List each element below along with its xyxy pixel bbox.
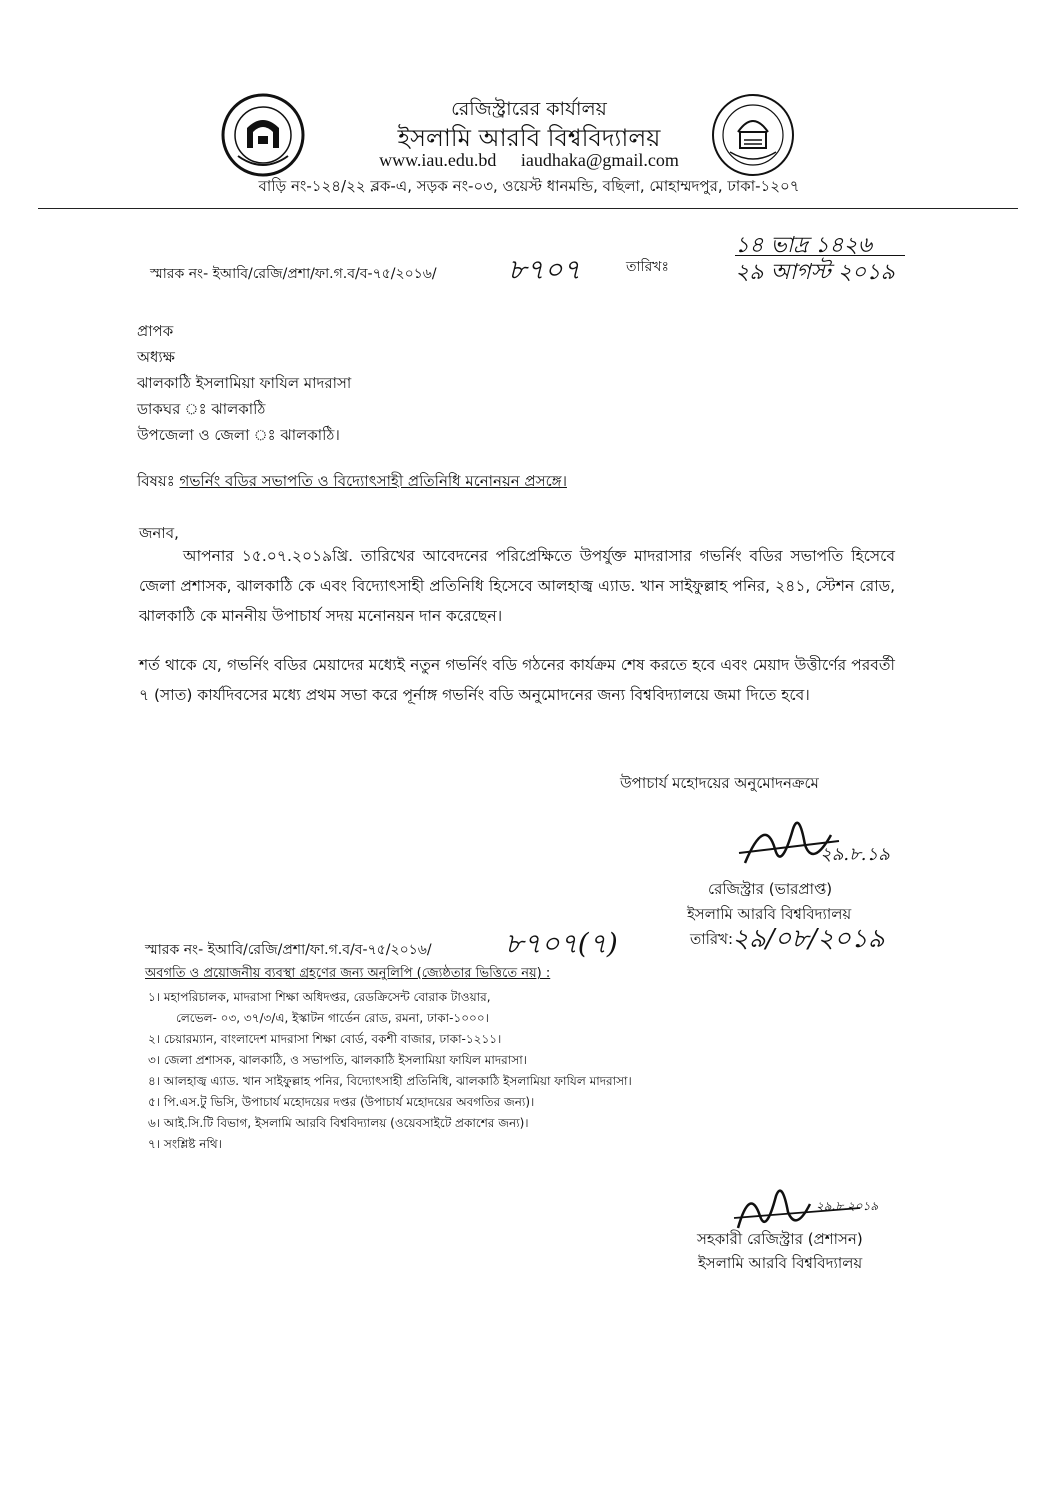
copy-recipient-list — [148, 988, 848, 1156]
recipient-line: প্রাপক — [137, 322, 174, 340]
recipient-line: উপজেলা ও জেলা ঃ ঝালকাঠি। — [137, 426, 340, 444]
signatory-title: রেজিস্ট্রার (ভারপ্রাপ্ত) — [708, 880, 833, 898]
list-item: ৭। সংশ্লিষ্ট নথি। — [148, 1137, 222, 1151]
recipient-line: ঝালকাঠি ইসলামিয়া ফাযিল মাদরাসা — [137, 374, 352, 392]
body-paragraph-2: শর্ত থাকে যে, গভর্নিং বডির মেয়াদের মধ্যেই নতুন গভর্নিং বডি গঠনের কার্যক্রম শেষ করতে হবে এবং মেয়াদ উত্তীর্ণের পরবর্তী ৭ (সাত) কার্যদিবসের মধ্যে প্রথম সভা করে পূর্নাঙ্গ গভর্নিং বডি অনুমোদনের জন্য বিশ্ববিদ্যালয়ে জমা দিতে হবে। — [139, 656, 895, 704]
recipient-line: অধ্যক্ষ — [137, 348, 175, 366]
header-divider — [38, 208, 1018, 209]
signatory-title: সহকারী রেজিস্ট্রার (প্রশাসন) — [697, 1230, 863, 1248]
date-gregorian-handwritten: ২৯ আগস্ট ২০১৯ — [735, 260, 895, 285]
subject-label: বিষয়ঃ — [137, 472, 175, 490]
list-item: ৪। আলহাজ্ব এ্যাড. খান সাইফুল্লাহ পনির, বিদ্যোৎসাহী প্রতিনিধি, ঝালকাঠি ইসলামিয়া ফাযিল মাদরাসা। — [148, 1074, 632, 1088]
signature-date-handwritten: ২৯.৮.১৯ — [820, 844, 890, 865]
signature-date-handwritten: ২৯.৮.২০১৯ — [816, 1199, 879, 1213]
memo-label: স্মারক নং- ইআবি/রেজি/প্রশা/ফা.গ.ব/ব-৭৫/২০১৬/ — [150, 266, 437, 282]
address-line: বাড়ি নং-১২৪/২২ ব্লক-এ, সড়ক নং-০৩, ওয়েস্ট ধানমন্ডি, বছিলা, মোহাম্মদপুর, ঢাকা-১২০৭ — [258, 177, 800, 195]
salutation: জনাব, — [139, 524, 179, 542]
approval-note: উপাচার্য মহোদয়ের অনুমোদনক্রমে — [620, 774, 819, 792]
subject-text: গভর্নিং বডির সভাপতি ও বিদ্যোৎসাহী প্রতিনিধি মনোনয়ন প্রসঙ্গে। — [179, 472, 567, 490]
date-bangla-handwritten: ১৪ ভাদ্র ১৪২৬ — [735, 233, 873, 258]
copy-memo-label: স্মারক নং- ইআবি/রেজি/প্রশা/ফা.গ.ব/ব-৭৫/২০১৬/ — [145, 942, 432, 958]
list-item: ২। চেয়ারম্যান, বাংলাদেশ মাদরাসা শিক্ষা বোর্ড, বকশী বাজার, ঢাকা-১২১১। — [148, 1032, 502, 1046]
copy-memo-number-handwritten: ৮৭০৭(৭) — [505, 927, 618, 960]
university-name: ইসলামি আরবি বিশ্ববিদ্যালয় — [397, 124, 661, 152]
memo-number-handwritten: ৮৭০৭ — [508, 253, 581, 286]
signatory-date-label: তারিখ: — [690, 930, 734, 948]
copy-heading: অবগতি ও প্রয়োজনীয় ব্যবস্থা গ্রহণের জন্য অনুলিপি (জ্যেষ্ঠতার ভিত্তিতে নয়) : — [145, 966, 551, 981]
signatory-date-handwritten: ২৯/০৮/২০১৯ — [732, 924, 885, 954]
list-item: ৬। আই.সি.টি বিভাগ, ইসলামি আরবি বিশ্ববিদ্যালয় (ওয়েবসাইটে প্রকাশের জন্য)। — [148, 1116, 529, 1130]
list-item: ৫। পি.এস.টু ভিসি, উপাচার্য মহোদয়ের দপ্তর (উপাচার্য মহোদয়ের অবগতির জন্য)। — [148, 1095, 535, 1109]
signatory-university: ইসলামি আরবি বিশ্ববিদ্যালয় — [698, 1254, 863, 1272]
email-link[interactable]: iaudhaka@gmail.com — [520, 150, 679, 170]
date-label: তারিখঃ — [626, 259, 669, 275]
list-item: ৩। জেলা প্রশাসক, ঝালকাঠি, ও সভাপতি, ঝালকাঠি ইসলামিয়া ফাযিল মাদরাসা। — [148, 1053, 527, 1067]
list-item: লেভেল- ০৩, ৩৭/৩/এ, ইস্কাটন গার্ডেন রোড, রমনা, ঢাকা-১০০০। — [176, 1011, 489, 1025]
recipient-line: ডাকঘর ঃ ঝালকাঠি — [137, 400, 266, 418]
office-name: রেজিস্ট্রারের কার্যালয় — [451, 98, 607, 120]
subject-line — [137, 470, 567, 495]
contact-line — [0, 150, 1058, 171]
signatory-university: ইসলামি আরবি বিশ্ববিদ্যালয় — [687, 905, 852, 923]
website-link[interactable]: www.iau.edu.bd — [379, 150, 497, 170]
body-paragraph-1: আপনার ১৫.০৭.২০১৯খ্রি. তারিখের আবেদনের পরিপ্রেক্ষিতে উপর্যুক্ত মাদরাসার গভর্নিং বডির সভাপতি হিসেবে জেলা প্রশাসক, ঝালকাঠি কে এবং বিদ্যোৎসাহী প্রতিনিধি হিসেবে আলহাজ্ব এ্যাড. খান সাইফুল্লাহ পনির, ২৪১, স্টেশন রোড, ঝালকাঠি কে মাননীয় উপাচার্য সদয় মনোনয়ন দান করেছেন। — [139, 547, 895, 625]
list-item: ১। মহাপরিচালক, মাদরাসা শিক্ষা অধিদপ্তর, রেডক্রিসেন্ট বোরাক টাওয়ার, — [148, 990, 491, 1004]
